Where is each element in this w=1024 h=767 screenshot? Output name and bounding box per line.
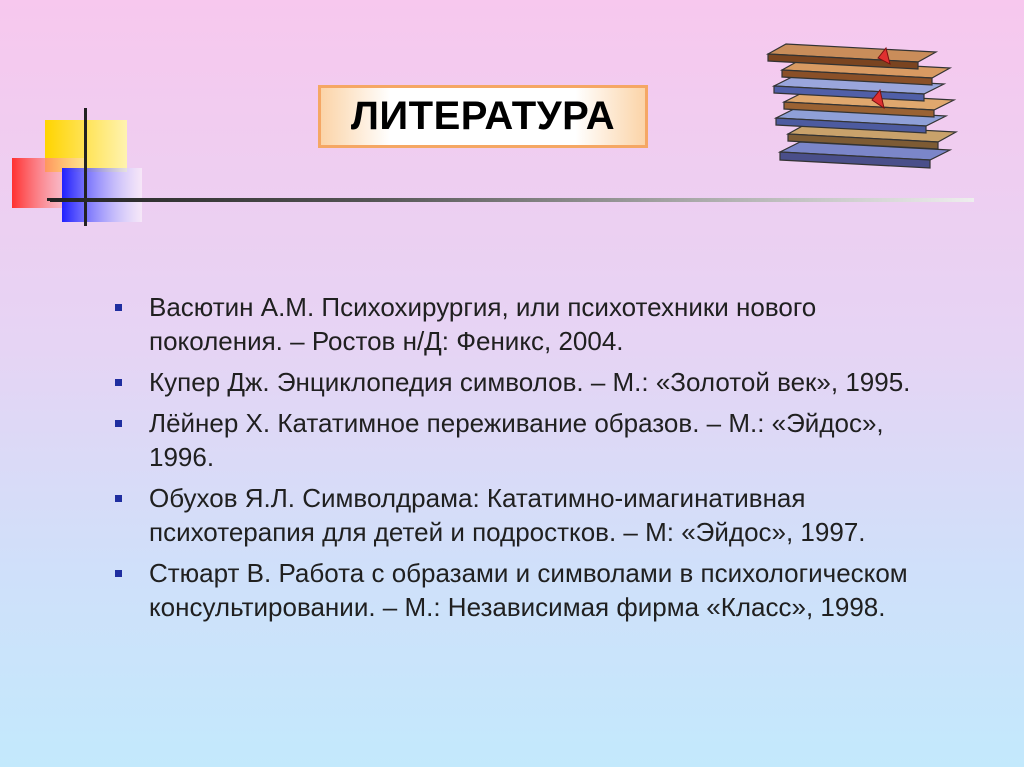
bullet-icon <box>115 420 122 427</box>
reference-text: Стюарт В. Работа с образами и символами в психологическом консультировании. – М.: Независимая фирма «Класс», 1998. <box>149 558 908 622</box>
reference-list <box>115 290 915 631</box>
list-item <box>115 556 915 624</box>
bullet-icon <box>115 495 122 502</box>
title-box <box>318 85 648 148</box>
reference-text: Купер Дж. Энциклопедия символов. – М.: «Золотой век», 1995. <box>149 367 911 397</box>
list-item <box>115 406 915 474</box>
list-item <box>115 365 915 399</box>
list-item <box>115 481 915 549</box>
bullet-icon <box>115 304 122 311</box>
page-title: ЛИТЕРАТУРА <box>350 94 616 138</box>
reference-text: Лёйнер Х. Кататимное переживание образов. – М.: «Эйдос», 1996. <box>149 408 884 472</box>
reference-text: Обухов Я.Л. Символдрама: Кататимно-имагинативная психотерапия для детей и подростков. – М: «Эйдос», 1997. <box>149 483 866 547</box>
reference-text: Васютин А.М. Психохирургия, или психотехники нового поколения. – Ростов н/Д: Феникс, 2004. <box>149 292 817 356</box>
list-item <box>115 290 915 358</box>
divider-line <box>50 198 974 202</box>
book-stack-icon <box>760 34 965 176</box>
color-squares-decoration <box>0 0 160 240</box>
bullet-icon <box>115 379 122 386</box>
bullet-icon <box>115 570 122 577</box>
